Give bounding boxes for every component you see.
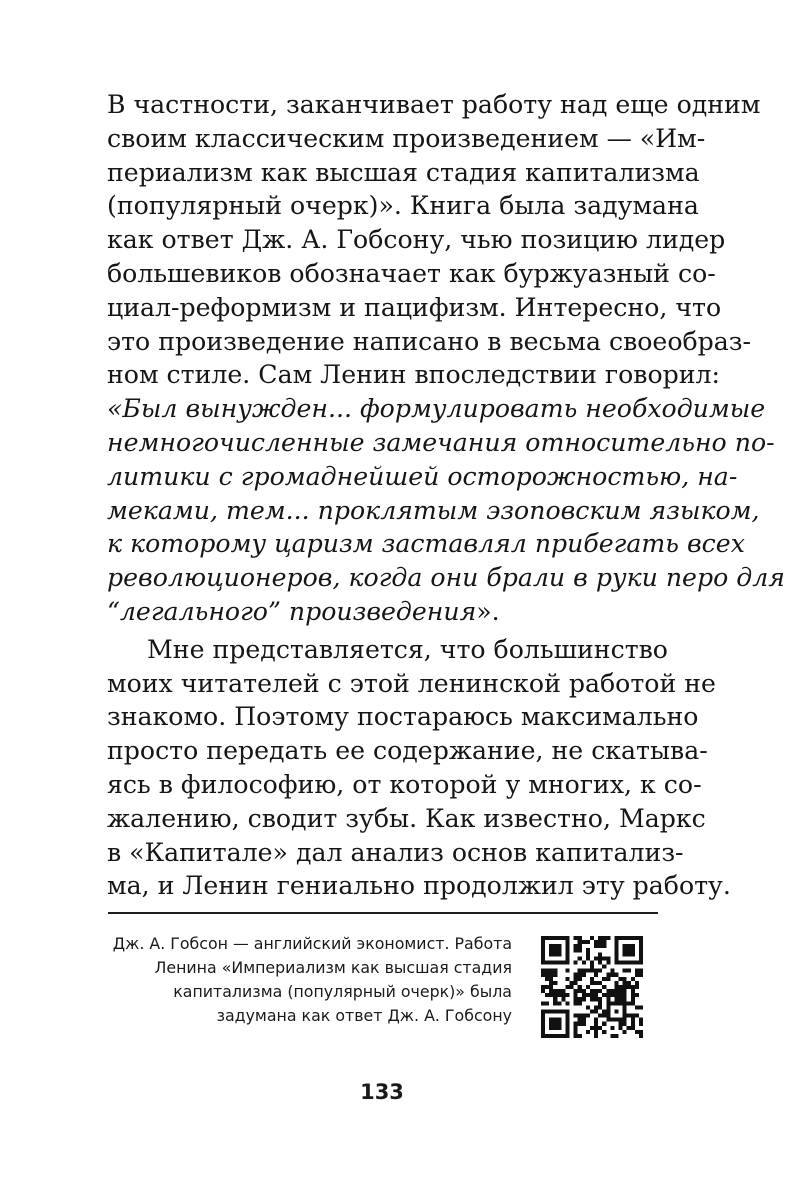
text-line: это произведение написано в весьма своеобраз-: [107, 326, 752, 356]
main-text: [107, 88, 785, 903]
text-line: ясь в философию, от которой у многих, к со-: [107, 769, 702, 799]
footnote-line: капитализма (популярный очерк)» была: [173, 982, 512, 1001]
text-line: большевиков обозначает как буржуазный со-: [107, 258, 716, 288]
footnote-line: задумана как ответ Дж. А. Гобсону: [216, 1006, 512, 1025]
text-line: в «Капитале» дал анализ основ капитализ-: [107, 837, 684, 867]
text-line: В частности, заканчивает работу над еще одним: [107, 90, 761, 119]
footnote-line: Ленина «Империализм как высшая стадия: [154, 958, 512, 977]
text-line: периализм как высшая стадия капитализма: [107, 157, 700, 187]
text-line: ном стиле. Сам Ленин впоследствии говорил:: [107, 360, 721, 390]
quote-line: революционеров, когда они брали в руки перо для: [107, 563, 785, 593]
text-line: жалению, сводит зубы. Как известно, Маркс: [107, 803, 706, 833]
text-line: моих читателей с этой ленинской работой не: [107, 668, 716, 698]
quote-line: литики с громаднейшей осторожностью, на-: [107, 461, 738, 491]
text-line: знакомо. Поэтому постараюсь максимально: [107, 702, 699, 732]
quote-line: «Был вынужден... формулировать необходимые: [107, 394, 766, 424]
quote-line: немногочисленные замечания относительно по-: [107, 427, 775, 457]
footnote-divider: [108, 912, 658, 914]
footnote-line: Дж. А. Гобсон — английский экономист. Работа: [112, 934, 512, 953]
footnote: [108, 932, 512, 1028]
quote-line: к которому царизм заставлял прибегать всех: [107, 529, 745, 559]
text-line: циал-реформизм и пацифизм. Интересно, что: [107, 292, 722, 322]
text-line: как ответ Дж. А. Гобсону, чью позицию лидер: [107, 225, 726, 255]
text-line: ма, и Ленин гениально продолжил эту работу.: [107, 871, 731, 901]
quote-end-italic: “легального” произведения: [107, 596, 477, 626]
text-line: своим классическим произведением — «Им-: [107, 123, 706, 153]
qr-code-icon[interactable]: [541, 936, 643, 1038]
text-line: (популярный очерк)». Книга была задумана: [107, 191, 699, 221]
text-line: Мне представляется, что большинство: [147, 634, 668, 664]
quote-line: меками, тем... проклятым эзоповским языком,: [107, 495, 760, 525]
quote-close: ».: [476, 596, 500, 626]
page-number: 133: [360, 1080, 404, 1104]
quote-end-line: [107, 595, 658, 629]
text-line: просто передать ее содержание, не скатыва-: [107, 736, 708, 766]
